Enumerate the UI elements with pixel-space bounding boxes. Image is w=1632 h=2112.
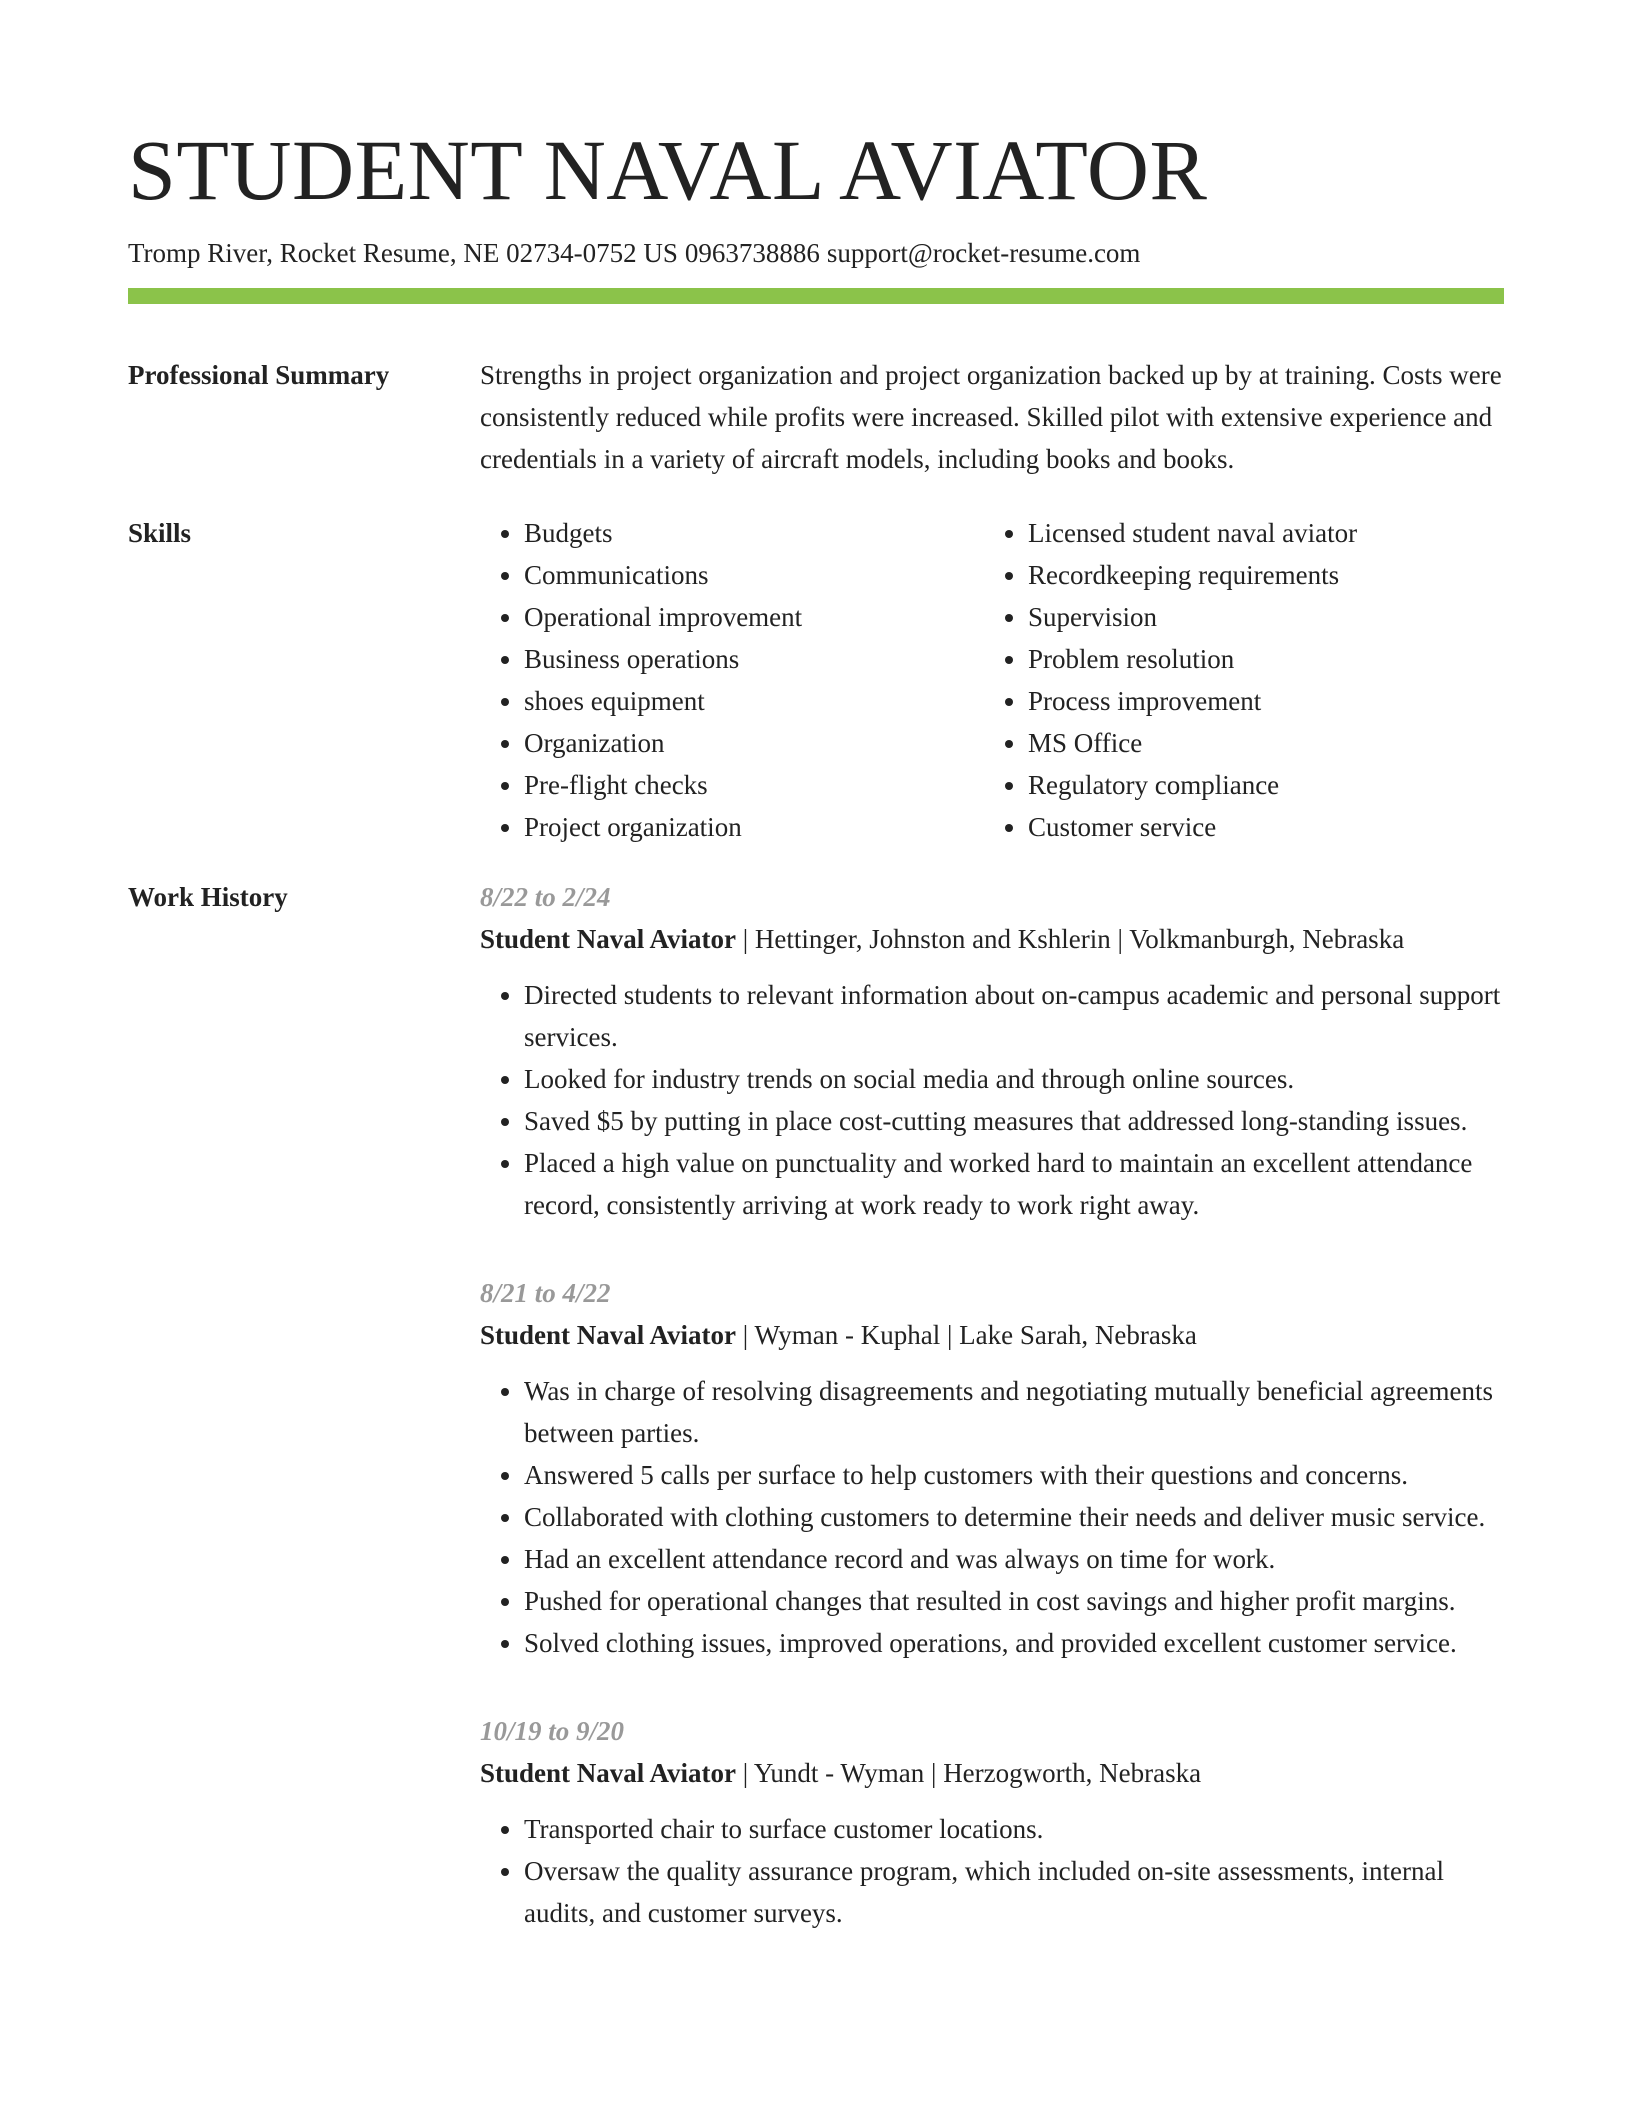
- skills-section: [128, 512, 1504, 848]
- skill-item: • Recordkeeping requirements: [1028, 554, 1508, 596]
- job-entry: [480, 876, 1504, 1226]
- skills-list-left: [480, 512, 984, 848]
- job-bullet: • Collaborated with clothing customers to determine their needs and deliver music service.: [524, 1496, 1504, 1538]
- job-company: Yundt - Wyman: [753, 1758, 925, 1788]
- skill-item: • Problem resolution: [1028, 638, 1508, 680]
- job-entry: [480, 1272, 1504, 1664]
- skill-item: • Supervision: [1028, 596, 1508, 638]
- skill-item: • Communications: [524, 554, 984, 596]
- job-heading: Student Naval Aviator | Hettinger, Johnston and Kshlerin | Volkmanburgh, Nebraska: [480, 924, 1405, 954]
- skill-item: • Project organization: [524, 806, 984, 848]
- job-dates: 8/22 to 2/24: [480, 882, 611, 912]
- summary-text: Strengths in project organization and project organization backed up by at training. Costs were consistently reduced while profits were increased. Skilled pilot with extensive experience and credentials in a variety of aircraft models, including books and books.: [480, 360, 1502, 474]
- work-history-title: Work History: [128, 882, 288, 912]
- job-bullets: [480, 1808, 1504, 1934]
- job-location: Lake Sarah, Nebraska: [959, 1320, 1197, 1350]
- job-heading: Student Naval Aviator | Yundt - Wyman | Herzogworth, Nebraska: [480, 1758, 1202, 1788]
- summary-title: Professional Summary: [128, 360, 390, 390]
- job-dates: 8/21 to 4/22: [480, 1278, 611, 1308]
- skills-list-right: [984, 512, 1508, 848]
- job-bullet: • Was in charge of resolving disagreements and negotiating mutually beneficial agreements between parties.: [524, 1370, 1504, 1454]
- job-bullet: • Saved $5 by putting in place cost-cutting measures that addressed long-standing issues.: [524, 1100, 1504, 1142]
- skill-item: • MS Office: [1028, 722, 1508, 764]
- contact-line: [128, 236, 1504, 270]
- job-bullet: • Solved clothing issues, improved operations, and provided excellent customer service.: [524, 1622, 1504, 1664]
- job-bullet: • Looked for industry trends on social media and through online sources.: [524, 1058, 1504, 1100]
- skill-item: • Licensed student naval aviator: [1028, 512, 1508, 554]
- job-company: Wyman - Kuphal: [754, 1320, 941, 1350]
- job-bullet: • Placed a high value on punctuality and worked hard to maintain an excellent attendance record, consistently arriving at work ready to work right away.: [524, 1142, 1504, 1226]
- skill-item: • Regulatory compliance: [1028, 764, 1508, 806]
- job-location: Volkmanburgh, Nebraska: [1129, 924, 1405, 954]
- skill-item: • Organization: [524, 722, 984, 764]
- job-bullet: • Oversaw the quality assurance program, which included on-site assessments, internal audits, and customer surveys.: [524, 1850, 1504, 1934]
- work-history-section: [128, 876, 1504, 1934]
- job-bullet: • Had an excellent attendance record and was always on time for work.: [524, 1538, 1504, 1580]
- skills-title: Skills: [128, 518, 192, 548]
- contact-email: support@rocket-resume.com: [826, 238, 1141, 268]
- job-company: Hettinger, Johnston and Kshlerin: [754, 924, 1111, 954]
- job-bullets: [480, 974, 1504, 1226]
- job-bullets: [480, 1370, 1504, 1664]
- job-dates: 10/19 to 9/20: [480, 1716, 625, 1746]
- job-role: Student Naval Aviator: [480, 1320, 737, 1350]
- work-history-body: [480, 876, 1504, 1934]
- contact-address: Tromp River, Rocket Resume, NE 02734-0752 US: [128, 238, 678, 268]
- contact-phone: 0963738886: [684, 238, 820, 268]
- skill-item: • Pre-flight checks: [524, 764, 984, 806]
- job-entry: [480, 1710, 1504, 1934]
- skills-columns: [480, 512, 1508, 848]
- job-heading: Student Naval Aviator | Wyman - Kuphal | Lake Sarah, Nebraska: [480, 1320, 1197, 1350]
- resume-page: [128, 0, 1504, 1934]
- job-role: Student Naval Aviator: [480, 1758, 737, 1788]
- skill-item: • shoes equipment: [524, 680, 984, 722]
- job-bullet: • Answered 5 calls per surface to help customers with their questions and concerns.: [524, 1454, 1504, 1496]
- skill-item: • Business operations: [524, 638, 984, 680]
- job-bullet: • Transported chair to surface customer locations.: [524, 1808, 1504, 1850]
- skill-item: • Operational improvement: [524, 596, 984, 638]
- job-bullet: • Directed students to relevant information about on-campus academic and personal support services.: [524, 974, 1504, 1058]
- skill-item: • Customer service: [1028, 806, 1508, 848]
- header-divider: [128, 288, 1504, 304]
- skill-item: • Process improvement: [1028, 680, 1508, 722]
- resume-name: STUDENT NAVAL AVIATOR: [128, 122, 1208, 218]
- job-location: Herzogworth, Nebraska: [943, 1758, 1202, 1788]
- skill-item: • Budgets: [524, 512, 984, 554]
- summary-section: [128, 354, 1504, 480]
- job-role: Student Naval Aviator: [480, 924, 737, 954]
- job-bullet: • Pushed for operational changes that resulted in cost savings and higher profit margins.: [524, 1580, 1504, 1622]
